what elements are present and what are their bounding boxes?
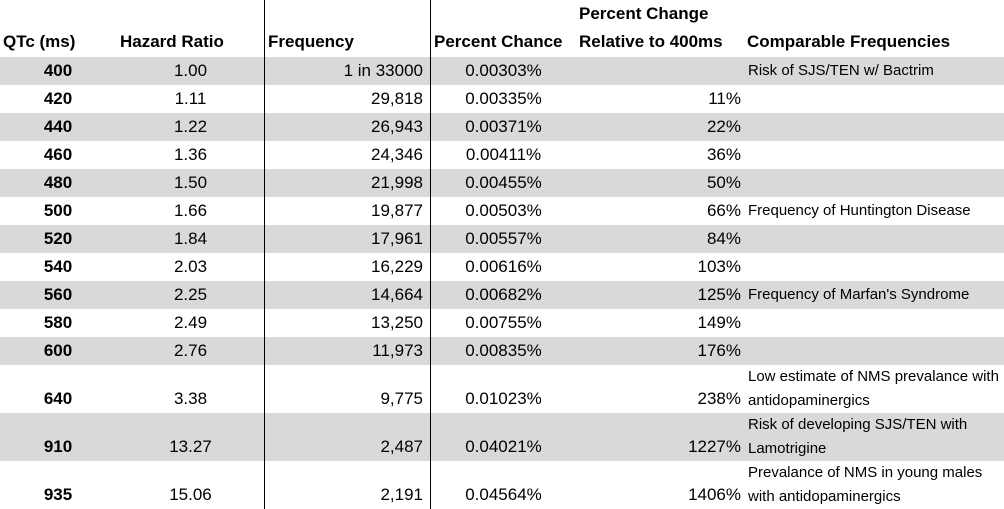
cell-hazard-ratio[interactable]: 1.36 bbox=[173, 145, 208, 164]
cell-frequency[interactable]: 14,664 bbox=[265, 281, 431, 309]
cell-percent-change[interactable]: 50% bbox=[576, 169, 744, 197]
cell-comparable-frequency[interactable] bbox=[744, 253, 1004, 281]
cell-hazard-ratio[interactable]: 15.06 bbox=[169, 485, 212, 504]
cell-frequency[interactable]: 16,229 bbox=[371, 257, 423, 276]
cell-percent-change[interactable]: 1406% bbox=[688, 485, 741, 504]
cell-percent-change[interactable]: 22% bbox=[576, 113, 744, 141]
cell-frequency[interactable]: 2,487 bbox=[265, 413, 431, 461]
cell-hazard-ratio[interactable]: 1.66 bbox=[173, 201, 208, 220]
table-row bbox=[0, 225, 1004, 253]
cell-percent-change[interactable]: 125% bbox=[576, 281, 744, 309]
table-row bbox=[0, 309, 1004, 337]
cell-percent-change[interactable]: 36% bbox=[706, 145, 741, 164]
header-percent-change-line1: Percent Change bbox=[579, 4, 709, 23]
cell-qtc[interactable]: 580 bbox=[43, 313, 73, 332]
table-row bbox=[0, 169, 1004, 197]
cell-comparable-frequency[interactable] bbox=[744, 85, 1004, 113]
header-hazard-ratio[interactable]: Hazard Ratio bbox=[120, 32, 224, 51]
cell-percent-chance[interactable]: 0.01023% bbox=[465, 389, 542, 408]
cell-percent-chance[interactable]: 0.00682% bbox=[431, 281, 576, 309]
cell-qtc[interactable]: 480 bbox=[0, 169, 116, 197]
table-row bbox=[0, 281, 1004, 309]
cell-percent-change[interactable]: 11% bbox=[708, 89, 741, 108]
cell-qtc[interactable]: 540 bbox=[43, 257, 73, 276]
cell-percent-chance[interactable]: 0.00557% bbox=[431, 225, 576, 253]
cell-hazard-ratio[interactable]: 2.25 bbox=[116, 281, 265, 309]
table-row bbox=[0, 461, 1004, 509]
cell-percent-change[interactable]: 84% bbox=[576, 225, 744, 253]
header-qtc[interactable]: QTc (ms) bbox=[3, 32, 76, 51]
cell-percent-chance[interactable]: 0.00755% bbox=[465, 313, 542, 332]
cell-percent-chance[interactable]: 0.00616% bbox=[465, 257, 542, 276]
header-comparable-frequencies[interactable]: Comparable Frequencies bbox=[747, 32, 951, 51]
cell-qtc[interactable]: 520 bbox=[0, 225, 116, 253]
cell-percent-chance[interactable]: 0.00835% bbox=[431, 337, 576, 365]
cell-percent-change[interactable]: 238% bbox=[697, 389, 741, 408]
table-row bbox=[0, 113, 1004, 141]
cell-hazard-ratio[interactable]: 1.50 bbox=[116, 169, 265, 197]
cell-percent-chance[interactable]: 0.00503% bbox=[465, 201, 542, 220]
cell-frequency[interactable]: 17,961 bbox=[265, 225, 431, 253]
cell-percent-change[interactable] bbox=[576, 57, 744, 85]
cell-percent-change[interactable]: 1227% bbox=[576, 413, 744, 461]
cell-comparable-frequency[interactable]: Risk of developing SJS/TEN with Lamotrigine bbox=[744, 413, 1004, 461]
table-row bbox=[0, 413, 1004, 461]
cell-percent-chance[interactable]: 0.00303% bbox=[431, 57, 576, 85]
cell-comparable-frequency[interactable]: Frequency of Marfan's Syndrome bbox=[744, 281, 1004, 309]
cell-hazard-ratio[interactable]: 1.22 bbox=[116, 113, 265, 141]
cell-comparable-frequency[interactable] bbox=[744, 225, 1004, 253]
cell-hazard-ratio[interactable]: 2.76 bbox=[116, 337, 265, 365]
cell-percent-chance[interactable]: 0.00371% bbox=[431, 113, 576, 141]
cell-qtc[interactable]: 400 bbox=[0, 57, 116, 85]
table-row bbox=[0, 337, 1004, 365]
cell-frequency[interactable]: 21,998 bbox=[265, 169, 431, 197]
cell-frequency[interactable]: 11,973 bbox=[265, 337, 431, 365]
table-row bbox=[0, 85, 1004, 113]
cell-qtc[interactable]: 500 bbox=[43, 201, 73, 220]
cell-qtc[interactable]: 600 bbox=[0, 337, 116, 365]
cell-qtc[interactable]: 910 bbox=[0, 413, 116, 461]
table-row bbox=[0, 197, 1004, 225]
cell-hazard-ratio[interactable]: 1.00 bbox=[116, 57, 265, 85]
table-row bbox=[0, 253, 1004, 281]
cell-comparable-frequency[interactable] bbox=[744, 309, 1004, 337]
column-divider bbox=[430, 0, 431, 509]
cell-frequency[interactable]: 2,191 bbox=[380, 485, 423, 504]
cell-percent-chance[interactable]: 0.00335% bbox=[465, 89, 542, 108]
cell-percent-change[interactable]: 66% bbox=[706, 201, 741, 220]
cell-comparable-frequency[interactable]: Prevalance of NMS in young males with antidopaminergics bbox=[748, 464, 983, 505]
cell-hazard-ratio[interactable]: 1.11 bbox=[174, 89, 207, 108]
cell-frequency[interactable]: 13,250 bbox=[371, 313, 423, 332]
cell-comparable-frequency[interactable]: Frequency of Huntington Disease bbox=[748, 202, 971, 219]
cell-hazard-ratio[interactable]: 2.49 bbox=[173, 313, 208, 332]
cell-comparable-frequency[interactable] bbox=[744, 141, 1004, 169]
cell-percent-chance[interactable]: 0.04021% bbox=[431, 413, 576, 461]
cell-percent-chance[interactable]: 0.00411% bbox=[465, 145, 542, 164]
column-divider bbox=[264, 0, 265, 509]
cell-percent-change[interactable]: 149% bbox=[697, 313, 741, 332]
cell-percent-change[interactable]: 103% bbox=[697, 257, 741, 276]
cell-percent-chance[interactable]: 0.04564% bbox=[465, 485, 542, 504]
cell-hazard-ratio[interactable]: 3.38 bbox=[173, 389, 208, 408]
cell-frequency[interactable]: 26,943 bbox=[265, 113, 431, 141]
cell-frequency[interactable]: 19,877 bbox=[371, 201, 423, 220]
cell-qtc[interactable]: 935 bbox=[43, 485, 73, 504]
cell-frequency[interactable]: 29,818 bbox=[371, 89, 423, 108]
cell-hazard-ratio[interactable]: 1.84 bbox=[116, 225, 265, 253]
cell-comparable-frequency[interactable] bbox=[744, 169, 1004, 197]
cell-frequency[interactable]: 1 in 33000 bbox=[265, 57, 431, 85]
cell-qtc[interactable]: 640 bbox=[43, 389, 73, 408]
cell-percent-change[interactable]: 176% bbox=[576, 337, 744, 365]
header-frequency[interactable]: Frequency bbox=[268, 32, 354, 51]
table-row bbox=[0, 141, 1004, 169]
table-body bbox=[0, 57, 1004, 509]
table-row bbox=[0, 365, 1004, 413]
cell-hazard-ratio[interactable]: 13.27 bbox=[116, 413, 265, 461]
header-percent-chance[interactable]: Percent Chance bbox=[434, 32, 563, 51]
cell-qtc[interactable]: 560 bbox=[0, 281, 116, 309]
table-row bbox=[0, 57, 1004, 85]
cell-comparable-frequency[interactable] bbox=[744, 337, 1004, 365]
cell-comparable-frequency[interactable] bbox=[744, 113, 1004, 141]
header-percent-change-line2: Relative to 400ms bbox=[579, 32, 723, 51]
cell-qtc[interactable]: 440 bbox=[0, 113, 116, 141]
cell-qtc[interactable]: 420 bbox=[43, 89, 73, 108]
cell-frequency[interactable]: 9,775 bbox=[380, 389, 423, 408]
cell-percent-chance[interactable]: 0.00455% bbox=[431, 169, 576, 197]
header-percent-change[interactable] bbox=[576, 0, 744, 57]
cell-hazard-ratio[interactable]: 2.03 bbox=[173, 257, 208, 276]
header-row bbox=[0, 0, 1004, 57]
cell-comparable-frequency[interactable]: Risk of SJS/TEN w/ Bactrim bbox=[744, 57, 1004, 85]
cell-qtc[interactable]: 460 bbox=[43, 145, 73, 164]
cell-frequency[interactable]: 24,346 bbox=[371, 145, 423, 164]
cell-comparable-frequency[interactable]: Low estimate of NMS prevalance with antidopaminergics bbox=[748, 368, 999, 409]
